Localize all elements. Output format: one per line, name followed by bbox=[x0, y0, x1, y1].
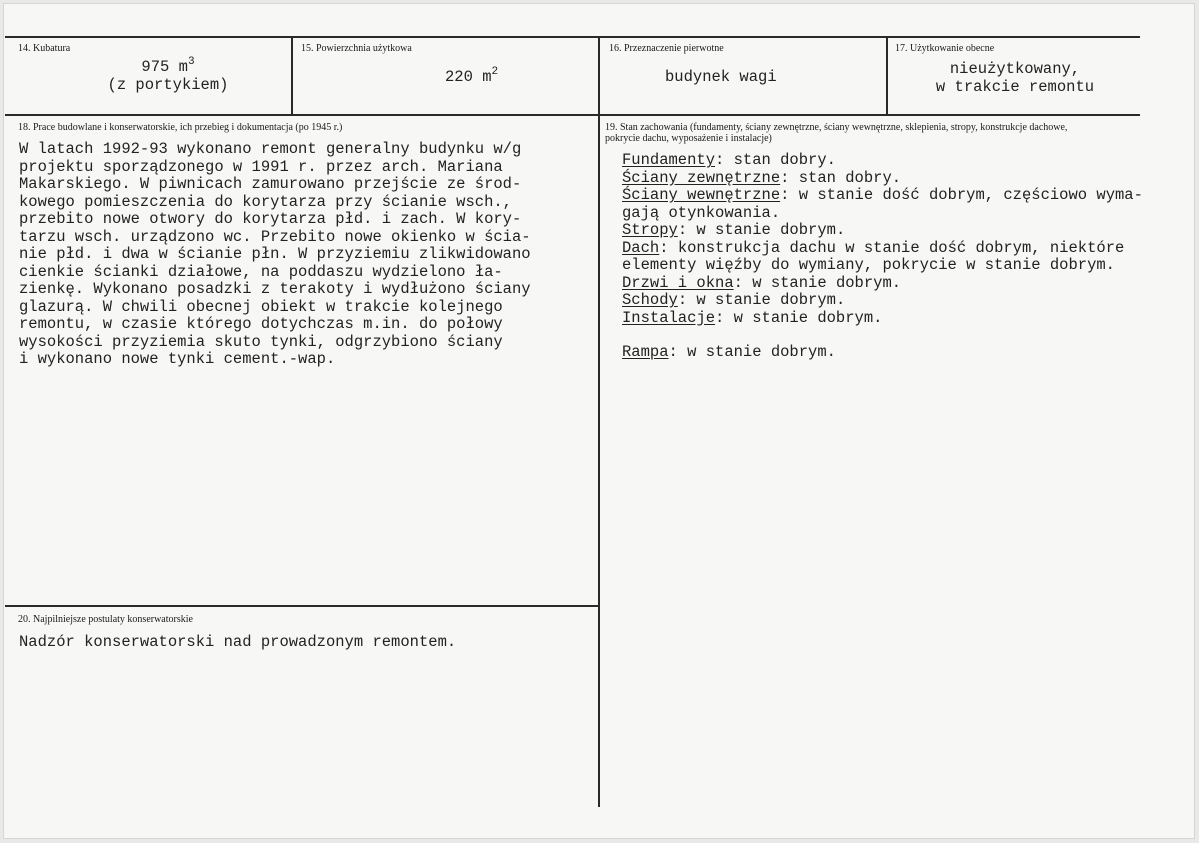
field-18-line: nie płd. i dwa w ścianie płn. W przyziemiu zlikwidowano bbox=[19, 245, 531, 263]
grid-line-col1 bbox=[291, 36, 293, 116]
field-17-line-1: nieużytkowany, bbox=[949, 60, 1081, 78]
condition-text: : w stanie dobrym. bbox=[733, 273, 902, 292]
field-17-label: 17. Użytkowanie obecne bbox=[895, 43, 995, 54]
condition-text: : stan dobry. bbox=[715, 151, 836, 169]
field-15-area bbox=[445, 66, 499, 87]
field-15-number: 220 bbox=[445, 68, 473, 86]
condition-line bbox=[622, 344, 836, 362]
condition-term: Stropy bbox=[622, 221, 678, 239]
field-18-line: i wykonano nowe tynki cement.-wap. bbox=[19, 350, 336, 368]
field-19-label-line-2: pokrycie dachu, wyposażenie i instalacje) bbox=[605, 133, 772, 144]
field-14-unit: m bbox=[178, 58, 188, 76]
field-18-line: zienkę. Wykonano posadzki z terakoty i wydłużono ściany bbox=[19, 280, 531, 298]
condition-term: Rampa bbox=[622, 343, 669, 361]
field-20-label: 20. Najpilniejsze postulaty konserwatorskie bbox=[18, 614, 193, 625]
condition-term: Schody bbox=[622, 291, 678, 309]
field-18-line: glazurą. W chwili obecnej obiekt w trakcie kolejnego bbox=[19, 297, 503, 316]
field-19-label-line-1: 19. Stan zachowania (fundamenty, ściany zewnętrzne, ściany wewnętrzne, sklepienia, stropy, konstrukcje dachowe, bbox=[605, 122, 1068, 133]
field-18-line: przebito nowe otwory do korytarza płd. i zach. W kory- bbox=[19, 210, 522, 228]
condition-term: Ściany wewnętrzne bbox=[622, 186, 781, 204]
condition-term: Instalacje bbox=[622, 308, 716, 327]
field-18-line: remontu, w czasie którego dotychczas m.in. do połowy bbox=[19, 315, 503, 333]
field-18-line: projektu sporządzonego w 1991 r. przez arch. Mariana bbox=[19, 157, 503, 176]
condition-text: : konstrukcja dachu w stanie dość dobrym, niektóre bbox=[659, 238, 1125, 257]
condition-term: Dach bbox=[622, 238, 660, 257]
condition-text: : w stanie dobrym. bbox=[677, 221, 846, 239]
condition-line bbox=[622, 170, 901, 188]
field-17-line-2: w trakcie remontu bbox=[935, 78, 1095, 96]
field-18-line: W latach 1992-93 wykonano remont generalny budynku w/g bbox=[19, 140, 522, 158]
field-16-label: 16. Przeznaczenie pierwotne bbox=[609, 43, 724, 54]
condition-line bbox=[622, 292, 845, 310]
field-15-label: 15. Powierzchnia użytkowa bbox=[301, 43, 412, 54]
field-14-label: 14. Kubatura bbox=[18, 43, 71, 54]
condition-line bbox=[622, 275, 901, 293]
condition-line bbox=[622, 310, 882, 328]
condition-term: Ściany zewnętrzne bbox=[622, 168, 781, 187]
field-18-line: wysokości przyziemia skuto tynki, odgrzybiono ściany bbox=[19, 332, 503, 351]
condition-term: Drzwi i okna bbox=[622, 273, 734, 292]
condition-term: Fundamenty bbox=[622, 151, 716, 169]
condition-text: : w stanie dobrym. bbox=[715, 308, 883, 327]
field-18-line: kowego pomieszczenia do korytarza przy ścianie wsch., bbox=[19, 192, 512, 211]
condition-text: : w stanie dobrym. bbox=[668, 343, 836, 361]
condition-text: : w stanie dość dobrym, częściowo wyma- bbox=[780, 186, 1143, 204]
field-16-value: budynek wagi bbox=[665, 68, 777, 86]
field-20-value: Nadzór konserwatorski nad prowadzonym remontem. bbox=[19, 633, 457, 651]
field-15-unit: m bbox=[482, 68, 492, 86]
field-15-exponent: 2 bbox=[491, 66, 499, 78]
grid-line-col2 bbox=[598, 36, 600, 807]
condition-line bbox=[622, 205, 780, 223]
grid-line-row1 bbox=[5, 114, 1140, 116]
condition-line bbox=[622, 240, 1124, 258]
condition-text: elementy więźby do wymiany, pokrycie w stanie dobrym. bbox=[622, 256, 1115, 274]
field-18-line: cienkie ścianki działowe, na poddaszu wydzielono ła- bbox=[19, 262, 503, 281]
condition-text: : stan dobry. bbox=[780, 168, 902, 187]
field-14-exponent: 3 bbox=[187, 56, 195, 68]
field-18-line: tarzu wsch. urządzono wc. Przebito nowe okienko w ścia- bbox=[19, 227, 531, 246]
field-14-note: (z portykiem) bbox=[107, 76, 229, 94]
condition-line bbox=[622, 257, 1115, 275]
condition-line bbox=[622, 187, 1143, 205]
condition-text: gają otynkowania. bbox=[622, 203, 781, 222]
grid-line-top bbox=[5, 36, 1140, 38]
field-18-line: Makarskiego. W piwnicach zamurowano przejście ze środ- bbox=[19, 175, 522, 193]
field-18-label: 18. Prace budowlane i konserwatorskie, ich przebieg i dokumentacja (po 1945 r.) bbox=[18, 122, 343, 133]
grid-line-row2-left bbox=[5, 605, 599, 607]
field-14-number: 975 bbox=[141, 58, 170, 76]
condition-text: : w stanie dobrym. bbox=[677, 291, 846, 309]
record-card bbox=[3, 3, 1195, 839]
field-14-volume bbox=[63, 56, 273, 77]
condition-line bbox=[622, 222, 845, 240]
grid-line-col3 bbox=[886, 36, 888, 116]
condition-line bbox=[622, 152, 836, 170]
